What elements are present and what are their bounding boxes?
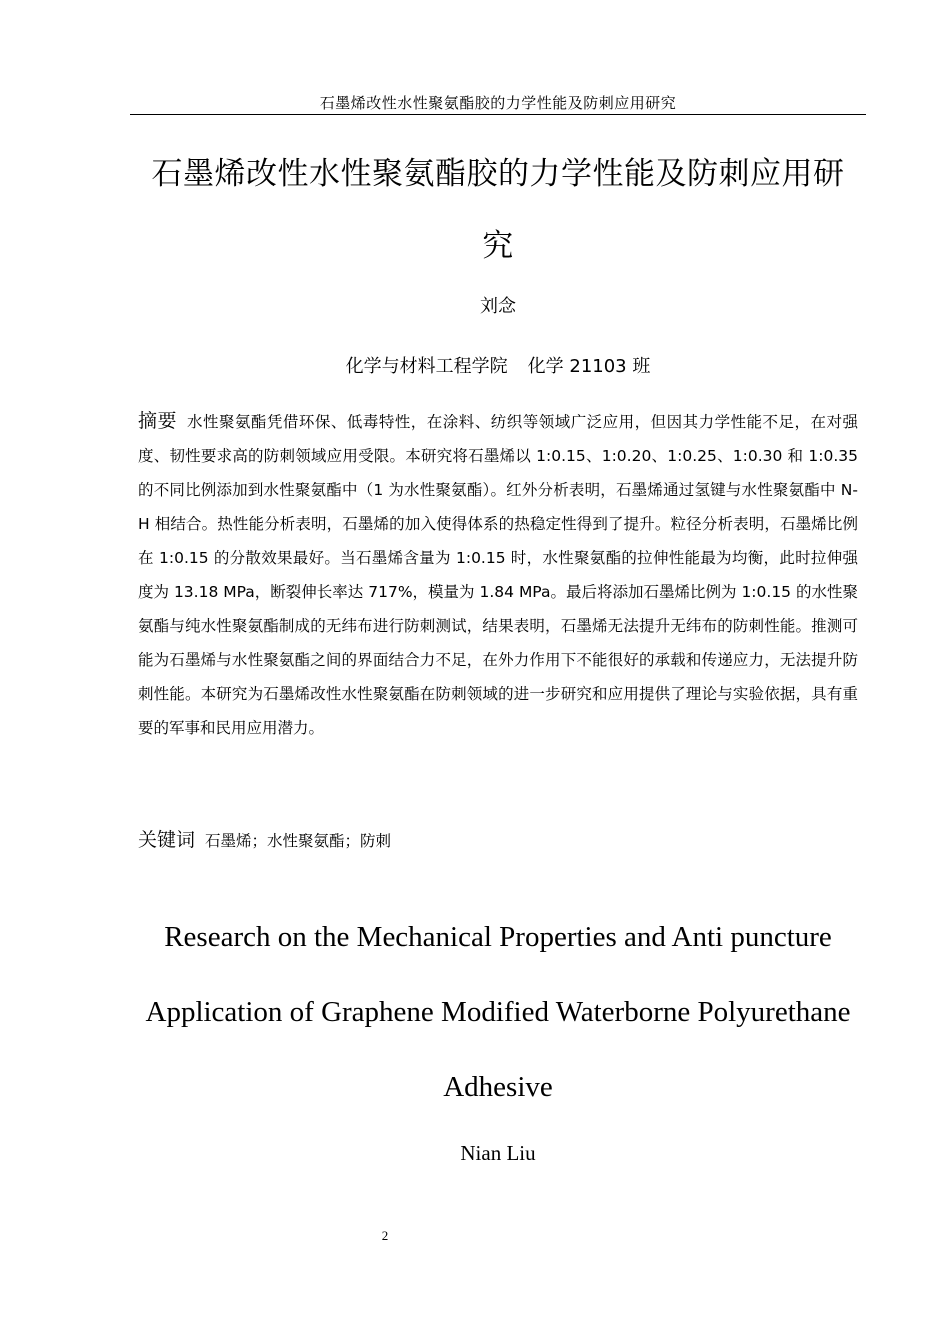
header-rule <box>130 114 866 115</box>
keywords-text: 石墨烯；水性聚氨酯；防刺 <box>205 832 392 850</box>
keywords <box>138 825 858 856</box>
page-number: 2 <box>381 1228 389 1243</box>
keywords-label: 关键词 <box>138 829 196 851</box>
chinese-author: 刘念 <box>480 296 516 317</box>
english-author: Nian Liu <box>460 1141 536 1165</box>
chinese-affiliation <box>138 355 858 379</box>
chinese-title: 石墨烯改性水性聚氨酯胶的力学性能及防刺应用研究 <box>151 156 845 264</box>
english-title: Research on the Mechanical Properties and Anti puncture Application of Graphene Modified Waterborne Polyurethane Adhesive <box>145 921 851 1103</box>
abstract <box>138 404 858 745</box>
abstract-label: 摘要 <box>138 410 177 432</box>
affiliation-school: 化学与材料工程学院 <box>345 356 508 377</box>
running-header: 石墨烯改性水性聚氨酯胶的力学性能及防刺应用研究 <box>319 94 677 112</box>
abstract-text: 水性聚氨酯凭借环保、低毒特性，在涂料、纺织等领域广泛应用，但因其力学性能不足，在对强度、韧性要求高的防刺领域应用受限。本研究将石墨烯以 1:0.15、1:0.20、1:0.25、1:0.30 和 1:0.35 的不同比例添加到水性聚氨酯中（1 为水性聚氨酯）。红外分析表明，石墨烯通过氢键与水性聚氨酯中 N-H 相结合。热性能分析表明，石墨烯的加入使得体系的热稳定性得到了提升。粒径分析表明，石墨烯比例在 1:0.15 的分散效果最好。当石墨烯含量为 1:0.15 时，水性聚氨酯的拉伸性能最为均衡，此时拉伸强度为 13.18 MPa，断裂伸长率达 717%，模量为 1.84 MPa。最后将添加石墨烯比例为 1:0.15 的水性聚氨酯与纯水性聚氨酯制成的无纬布进行防刺测试，结果表明，石墨烯无法提升无纬布的防刺性能。推测可能为石墨烯与水性聚氨酯之间的界面结合力不足，在外力作用下不能很好的承载和传递应力，无法提升防刺性能。本研究为石墨烯改性水性聚氨酯在防刺领域的进一步研究和应用提供了理论与实验依据，具有重要的军事和民用应用潜力。 <box>138 413 858 737</box>
affiliation-class: 化学 21103 班 <box>527 356 651 377</box>
